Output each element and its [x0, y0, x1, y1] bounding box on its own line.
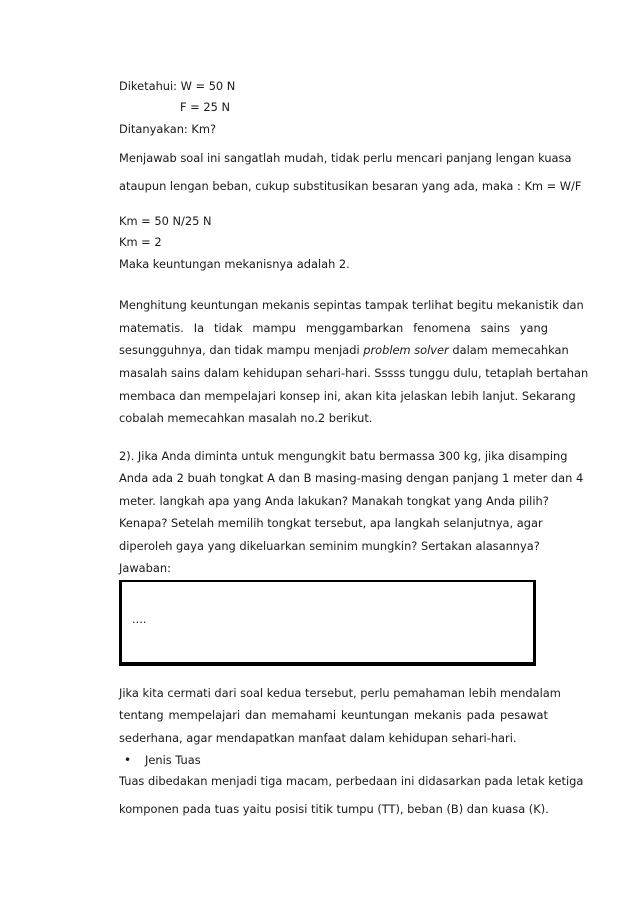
- known-f-line: F = 25 N: [180, 100, 230, 114]
- problem-solver-italic: problem solver: [363, 343, 449, 357]
- word: pesawat: [500, 708, 548, 722]
- para2-line2: [119, 321, 548, 335]
- word: tentang: [119, 708, 164, 722]
- word: mempelajari: [168, 708, 241, 722]
- para1-line2: ataupun lengan beban, cukup substitusikan besaran yang ada, maka : Km = W/F: [119, 179, 582, 193]
- word: yang: [519, 321, 548, 335]
- q2-line4: Kenapa? Setelah memilih tongkat tersebut, apa langkah selanjutnya, agar: [119, 516, 543, 530]
- para2-line5: membaca dan mempelajari konsep ini, akan kita jelaskan lebih lanjut. Sekarang: [119, 389, 576, 403]
- para3-line2: [119, 708, 548, 722]
- answer-placeholder: ....: [132, 612, 147, 626]
- word: matematis.: [119, 321, 184, 335]
- word: Ia: [193, 321, 205, 335]
- line3-pre: sesungguhnya, dan tidak mampu menjadi: [119, 343, 364, 357]
- para2-line6: cobalah memecahkan masalah no.2 berikut.: [119, 411, 373, 425]
- word: tidak: [214, 321, 243, 335]
- word: mekanis: [413, 708, 462, 722]
- para4-line1: Tuas dibedakan menjadi tiga macam, perbedaan ini didasarkan pada letak ketiga: [119, 774, 584, 788]
- word: keuntungan: [341, 708, 409, 722]
- para3-line1: Jika kita cermati dari soal kedua tersebut, perlu pemahaman lebih mendalam: [119, 686, 561, 700]
- para2-line3: [119, 343, 569, 357]
- answer-label: Jawaban:: [119, 561, 171, 575]
- word: memahami: [271, 708, 337, 722]
- q2-line1: 2). Jika Anda diminta untuk mengungkit batu bermassa 300 kg, jika disamping: [119, 449, 568, 463]
- word: dan: [245, 708, 267, 722]
- calc-line2: Km = 2: [119, 235, 162, 249]
- bullet-icon: •: [124, 753, 132, 767]
- para3-line3: sederhana, agar mendapatkan manfaat dalam kehidupan sehari-hari.: [119, 731, 517, 745]
- known-w-line: Diketahui: W = 50 N: [119, 79, 236, 93]
- para1-line1: Menjawab soal ini sangatlah mudah, tidak perlu mencari panjang lengan kuasa: [119, 151, 572, 165]
- line3-post: dalam memecahkan: [448, 343, 569, 357]
- word: sains: [480, 321, 510, 335]
- para2-line1: Menghitung keuntungan mekanis sepintas tampak terlihat begitu mekanistik dan: [119, 298, 584, 312]
- calc-line1: Km = 50 N/25 N: [119, 214, 212, 228]
- bullet-text: Jenis Tuas: [145, 753, 201, 767]
- q2-line2: Anda ada 2 buah tongkat A dan B masing-masing dengan panjang 1 meter dan 4: [119, 471, 584, 485]
- word: menggambarkan: [305, 321, 404, 335]
- word: mampu: [252, 321, 296, 335]
- calc-line3: Maka keuntungan mekanisnya adalah 2.: [119, 257, 350, 271]
- q2-line5: diperoleh gaya yang dikeluarkan seminim mungkin? Sertakan alasannya?: [119, 539, 540, 553]
- word: fenomena: [413, 321, 471, 335]
- answer-box[interactable]: [119, 580, 536, 666]
- para4-line2: komponen pada tuas yaitu posisi titik tumpu (TT), beban (B) dan kuasa (K).: [119, 802, 549, 816]
- asked-line: Ditanyakan: Km?: [119, 122, 216, 136]
- para2-line4: masalah sains dalam kehidupan sehari-hari. Sssss tunggu dulu, tetaplah bertahan: [119, 366, 589, 380]
- q2-line3: meter. langkah apa yang Anda lakukan? Manakah tongkat yang Anda pilih?: [119, 494, 549, 508]
- word: pada: [466, 708, 496, 722]
